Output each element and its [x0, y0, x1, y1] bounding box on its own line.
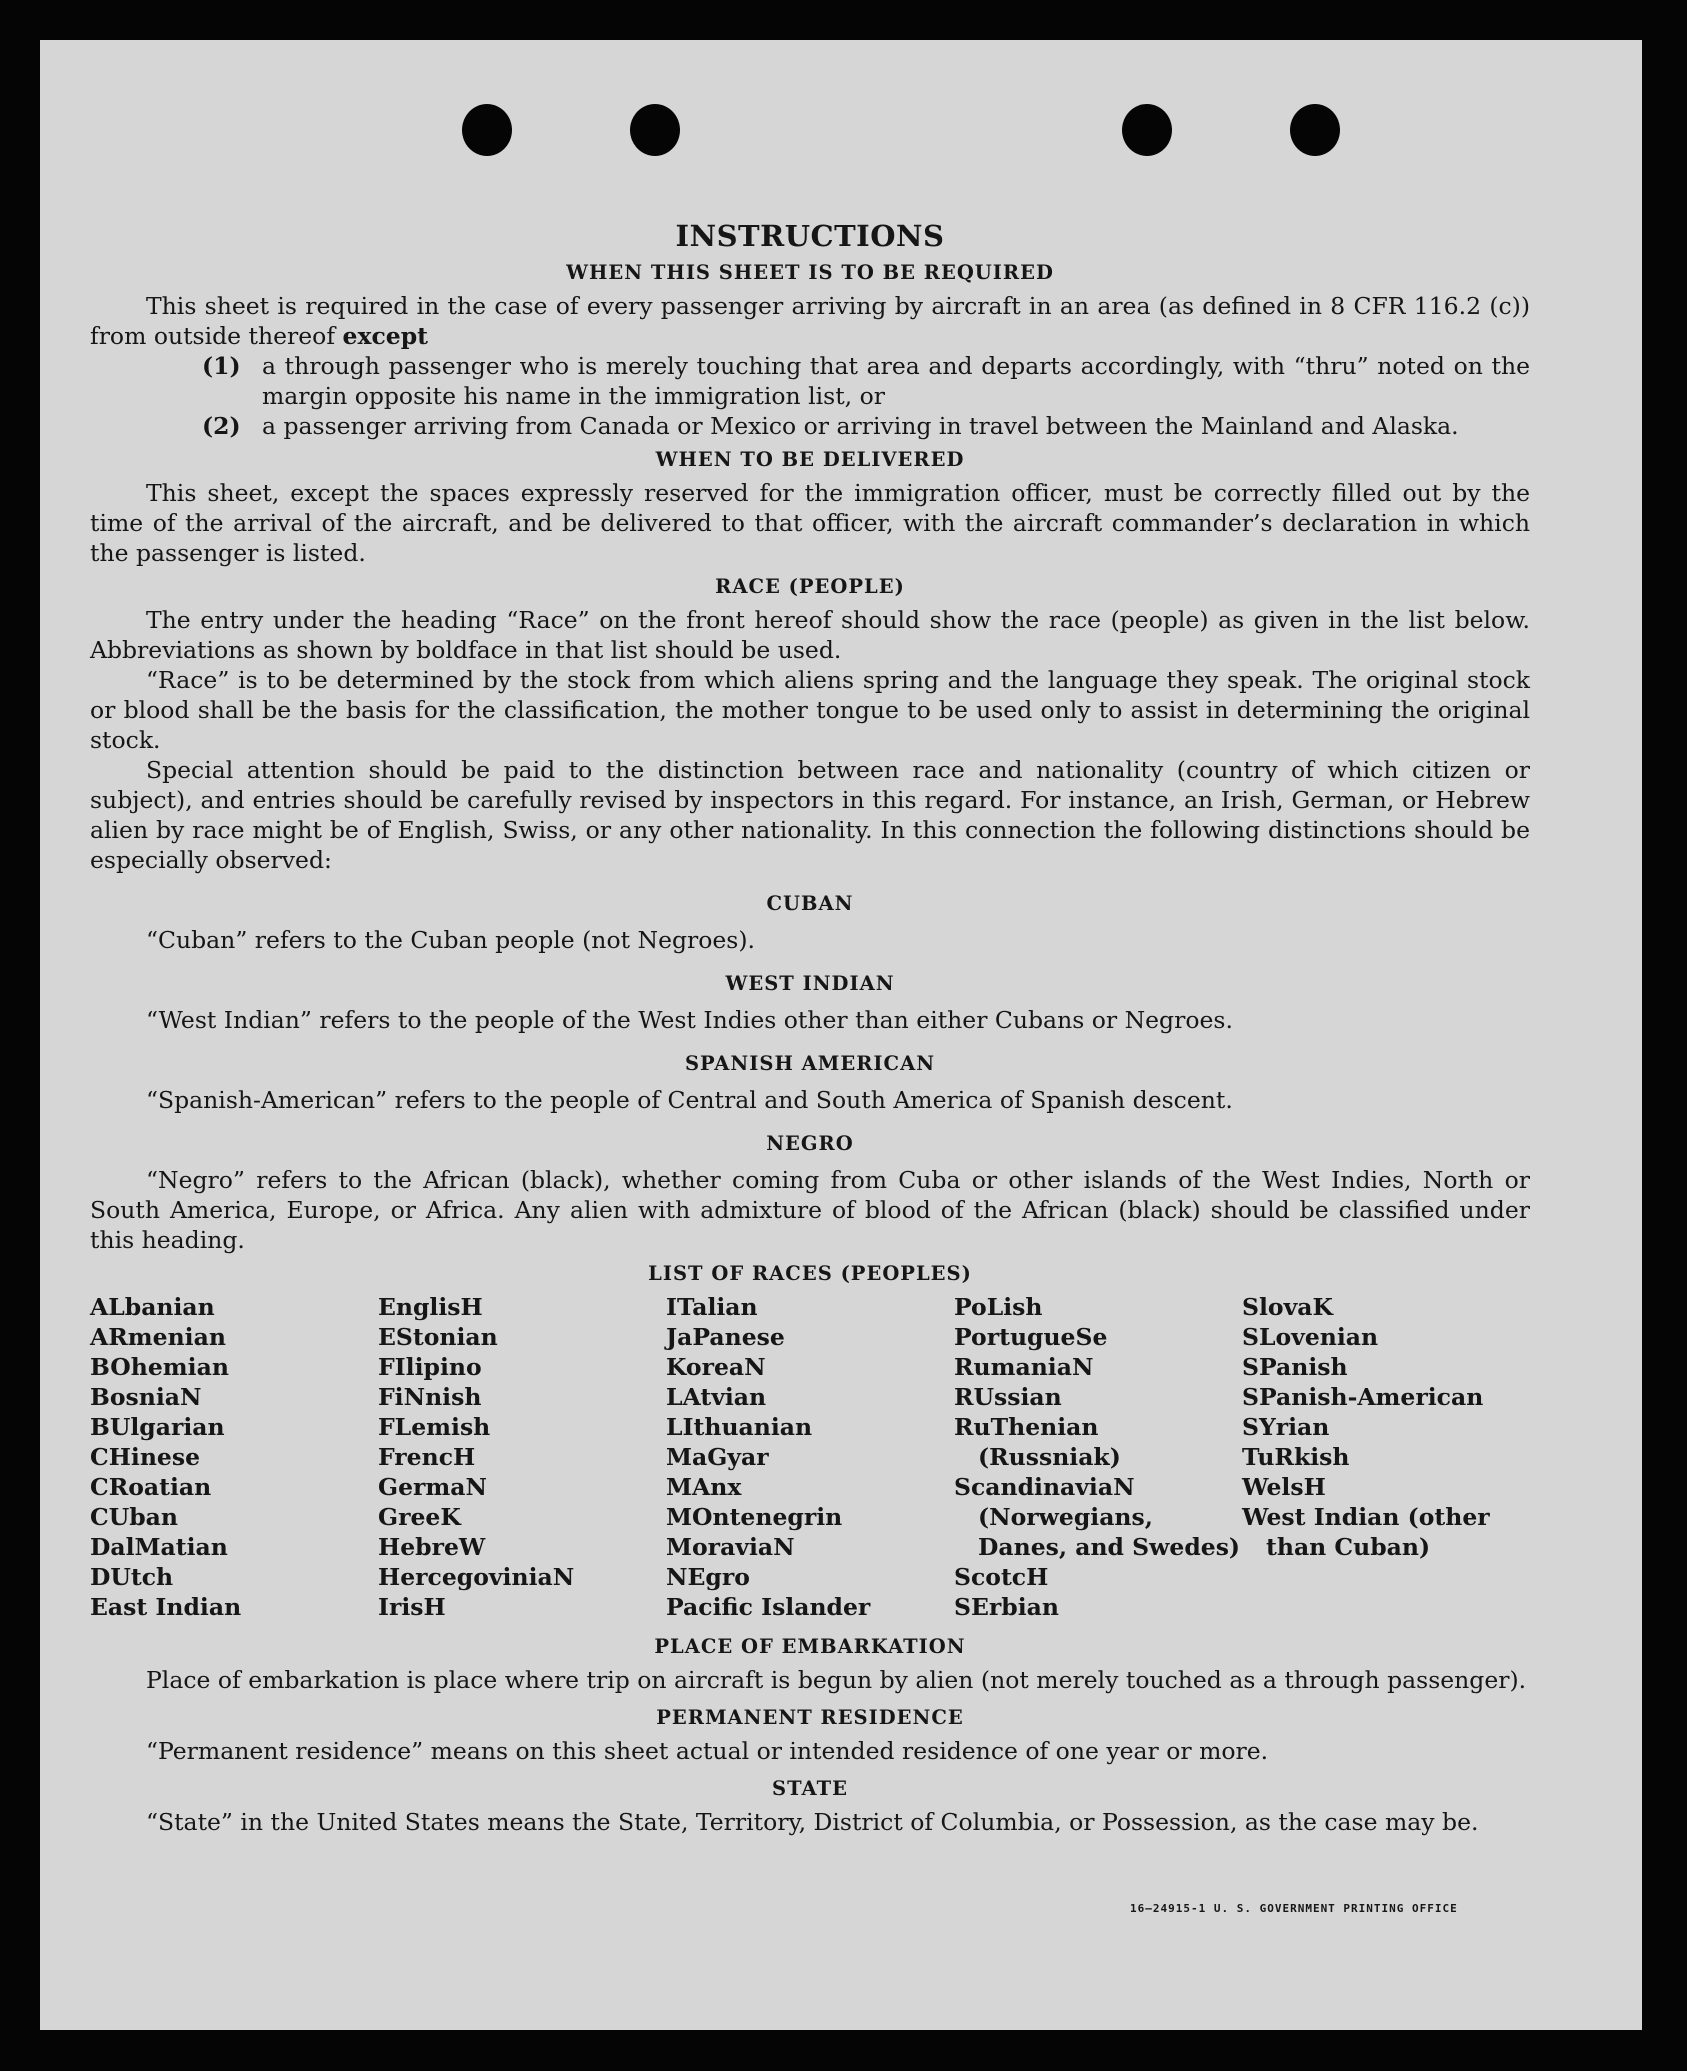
race-entry: SPanish-American [1242, 1383, 1484, 1411]
race-entry: IrisH [378, 1593, 446, 1621]
race-entry: CUban [90, 1503, 178, 1531]
race-entry: ARmenian [90, 1323, 226, 1351]
race-entry: BUlgarian [90, 1413, 225, 1441]
race-entry: MoraviaN [666, 1533, 795, 1561]
race-entry: GermaN [378, 1473, 487, 1501]
section-heading-negro: NEGRO [766, 1132, 854, 1155]
race-entry: TuRkish [1242, 1443, 1350, 1471]
printing-office-code: 16—24915-1 U. S. GOVERNMENT PRINTING OFFICE [1130, 1902, 1458, 1915]
race-entry: SLovenian [1242, 1323, 1379, 1351]
race-entry: CHinese [90, 1443, 201, 1471]
section-heading-state: STATE [772, 1777, 848, 1800]
race-entry: East Indian [90, 1593, 242, 1621]
race-entry: PortugueSe [954, 1323, 1108, 1351]
exception-item-2: (2) a passenger arriving from Canada or Mexico or arriving in travel between the Mainland and Alaska. [202, 412, 1459, 440]
race-entry: RUssian [954, 1383, 1062, 1411]
race-entry: DalMatian [90, 1533, 228, 1561]
section-heading-west-indian: WEST INDIAN [725, 972, 895, 995]
race-entry: ScotcH [954, 1563, 1049, 1591]
race-entry: RuThenian (Russniak) [954, 1413, 1121, 1471]
race-entry: MAnx [666, 1473, 742, 1501]
race-paragraph-3: Special attention should be paid to the distinction between race and nationality (country of which citizen or subject), and entries should be carefully revised by inspectors in this regard. For instance, an Irish, German, or Hebrew alien by race might be of English, Swiss, or any other nationality. In this connection the following distinctions should be especially observed: [90, 756, 1530, 874]
race-entry: NEgro [666, 1563, 750, 1591]
state-text: “State” in the United States means the State, Territory, District of Columbia, or Possession, as the case may be. [146, 1808, 1479, 1836]
race-entry: HebreW [378, 1533, 486, 1561]
race-entry: SlovaK [1242, 1293, 1333, 1321]
punch-hole [1122, 104, 1172, 156]
section-heading-required: WHEN THIS SHEET IS TO BE REQUIRED [566, 261, 1054, 284]
race-entry: SPanish [1242, 1353, 1348, 1381]
west-indian-text: “West Indian” refers to the people of the West Indies other than either Cubans or Negroes. [146, 1006, 1233, 1034]
race-entry: WelsH [1242, 1473, 1326, 1501]
race-entry: DUtch [90, 1563, 174, 1591]
section-heading-delivered: WHEN TO BE DELIVERED [655, 448, 965, 471]
race-entry: MaGyar [666, 1443, 769, 1471]
races-column-4 [954, 1292, 1242, 1622]
race-entry: LAtvian [666, 1383, 767, 1411]
race-entry: BosniaN [90, 1383, 202, 1411]
section-heading-spanish-american: SPANISH AMERICAN [684, 1052, 936, 1075]
delivered-text: This sheet, except the spaces expressly reserved for the immigration officer, must be correctly filled out by the time of the arrival of the aircraft, and be delivered to that officer, with the aircraft commander’s declaration in which the passenger is listed. [90, 479, 1530, 567]
race-entry: ALbanian [90, 1293, 215, 1321]
race-entry: SYrian [1242, 1413, 1330, 1441]
race-entry: FrencH [378, 1443, 476, 1471]
race-entry: ScandinaviaN (Norwegians, Danes, and Swedes) [954, 1473, 1241, 1561]
race-entry: LIthuanian [666, 1413, 813, 1441]
races-column-3 [666, 1292, 954, 1622]
races-column-1 [90, 1292, 378, 1622]
race-entry: FLemish [378, 1413, 491, 1441]
punch-hole [462, 104, 512, 156]
races-column-2 [378, 1292, 666, 1622]
cuban-text: “Cuban” refers to the Cuban people (not Negroes). [146, 926, 756, 954]
negro-text: “Negro” refers to the African (black), whether coming from Cuba or other islands of the West Indies, North or South America, Europe, or Africa. Any alien with admixture of blood of the African (black) should be classified under this heading. [90, 1166, 1530, 1254]
race-entry: Pacific Islander [666, 1593, 871, 1621]
race-entry: FIlipino [378, 1353, 482, 1381]
race-paragraph-1: The entry under the heading “Race” on the front hereof should show the race (people) as given in the list below. Abbreviations as shown by boldface in that list should be used. [90, 606, 1530, 664]
punch-hole [630, 104, 680, 156]
race-entry: FiNnish [378, 1383, 482, 1411]
punch-hole [1290, 104, 1340, 156]
page-title: INSTRUCTIONS [675, 219, 945, 253]
race-entry: MOntenegrin [666, 1503, 843, 1531]
embarkation-text: Place of embarkation is place where trip on aircraft is begun by alien (not merely touched as a through passenger). [146, 1666, 1527, 1694]
race-entry: BOhemian [90, 1353, 229, 1381]
section-heading-race: RACE (PEOPLE) [715, 575, 905, 598]
races-column-5 [1242, 1292, 1530, 1622]
section-heading-races-list: LIST OF RACES (PEOPLES) [648, 1262, 972, 1285]
required-intro: This sheet is required in the case of every passenger arriving by aircraft in an area (as defined in 8 CFR 116.2 (c)) from outside thereof except [90, 292, 1530, 350]
race-entry: KoreaN [666, 1353, 766, 1381]
section-heading-cuban: CUBAN [766, 892, 854, 915]
race-entry: GreeK [378, 1503, 461, 1531]
spanish-american-text: “Spanish-American” refers to the people of Central and South America of Spanish descent. [146, 1086, 1233, 1114]
race-entry: SErbian [954, 1593, 1059, 1621]
race-entry: CRoatian [90, 1473, 212, 1501]
race-entry: PoLish [954, 1293, 1043, 1321]
race-entry: EStonian [378, 1323, 498, 1351]
section-heading-embarkation: PLACE OF EMBARKATION [654, 1635, 966, 1658]
residence-text: “Permanent residence” means on this sheet actual or intended residence of one year or more. [146, 1737, 1269, 1765]
race-entry: ITalian [666, 1293, 758, 1321]
instructions-body [90, 178, 1530, 1837]
race-entry: West Indian (other than Cuban) [1242, 1503, 1490, 1561]
exception-item-1: (1) a through passenger who is merely touching that area and departs accordingly, with “thru” noted on the margin opposite his name in the immigration list, or [202, 352, 1530, 410]
race-entry: EnglisH [378, 1293, 483, 1321]
form-sheet [40, 40, 1642, 2030]
race-paragraph-2: “Race” is to be determined by the stock from which aliens spring and the language they speak. The original stock or blood shall be the basis for the classification, the mother tongue to be used only to assist in determining the original stock. [90, 666, 1530, 754]
race-entry: RumaniaN [954, 1353, 1094, 1381]
section-heading-residence: PERMANENT RESIDENCE [656, 1706, 964, 1729]
races-list [90, 1292, 1530, 1622]
race-entry: HercegoviniaN [378, 1563, 575, 1591]
race-entry: JaPanese [666, 1323, 785, 1351]
